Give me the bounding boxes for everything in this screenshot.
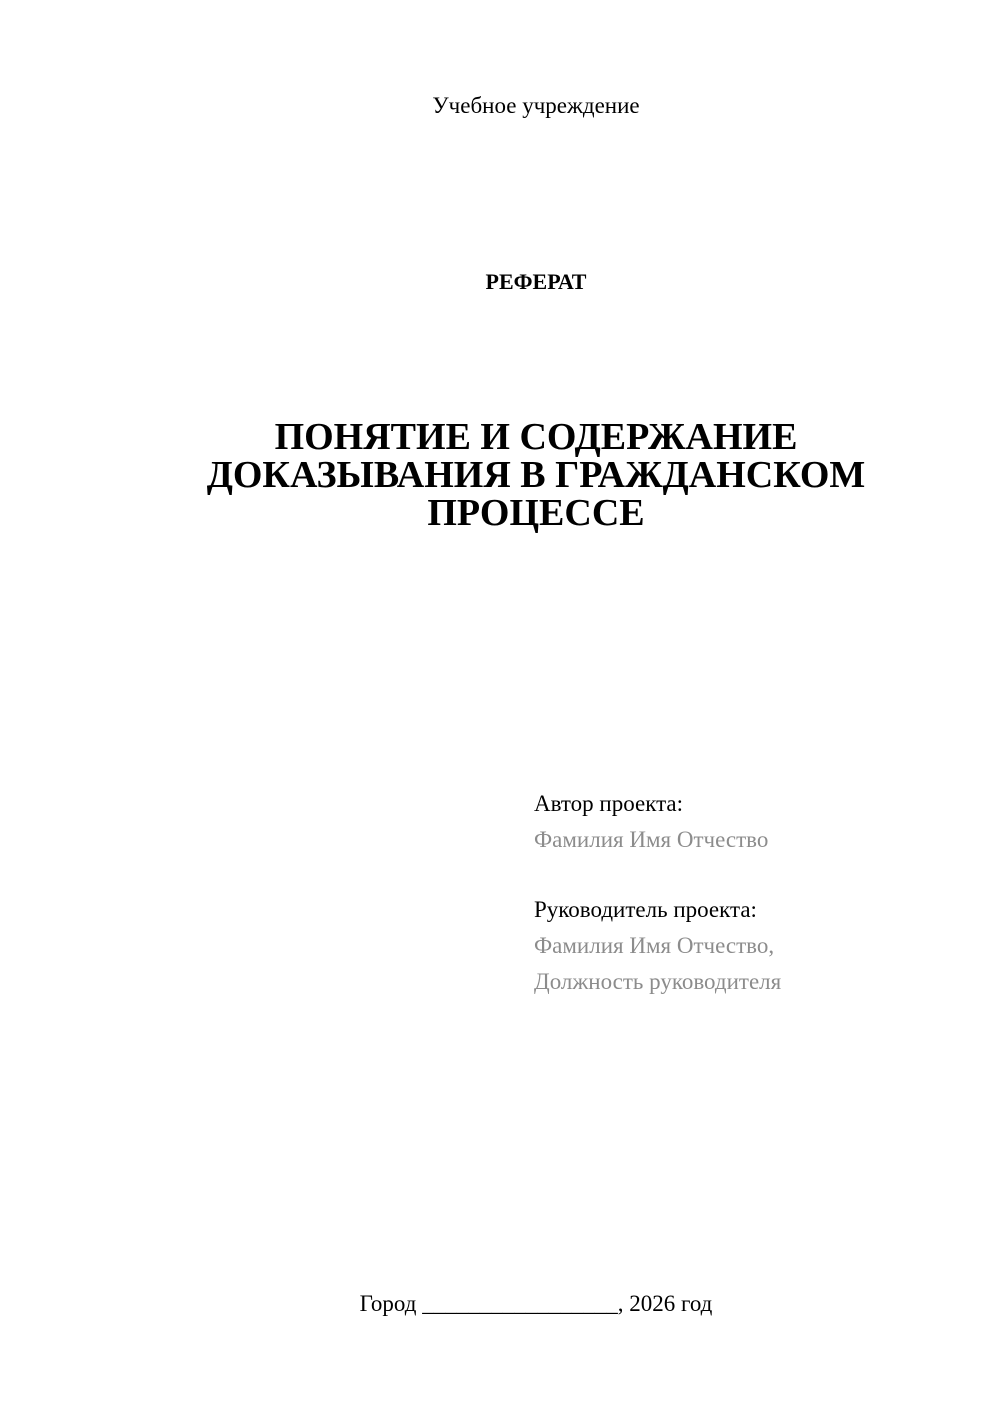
title-line: ПОНЯТИЕ И СОДЕРЖАНИЕ bbox=[274, 416, 798, 458]
author-block bbox=[534, 786, 954, 858]
document-type: РЕФЕРАТ bbox=[485, 269, 587, 294]
title-line: ПРОЦЕССЕ bbox=[427, 492, 645, 534]
title-line: ДОКАЗЫВАНИЯ В ГРАЖДАНСКОМ bbox=[206, 454, 866, 496]
document-title bbox=[120, 418, 952, 532]
supervisor-name: Фамилия Имя Отчество, bbox=[534, 933, 775, 958]
supervisor-position: Должность руководителя bbox=[534, 969, 782, 994]
author-name: Фамилия Имя Отчество bbox=[534, 827, 769, 852]
city-year-footer: Город _________________, 2026 год bbox=[359, 1291, 713, 1316]
institution-name: Учебное учреждение bbox=[432, 93, 640, 118]
supervisor-block bbox=[534, 892, 954, 1000]
supervisor-label: Руководитель проекта: bbox=[534, 897, 757, 922]
author-label: Автор проекта: bbox=[534, 791, 683, 816]
